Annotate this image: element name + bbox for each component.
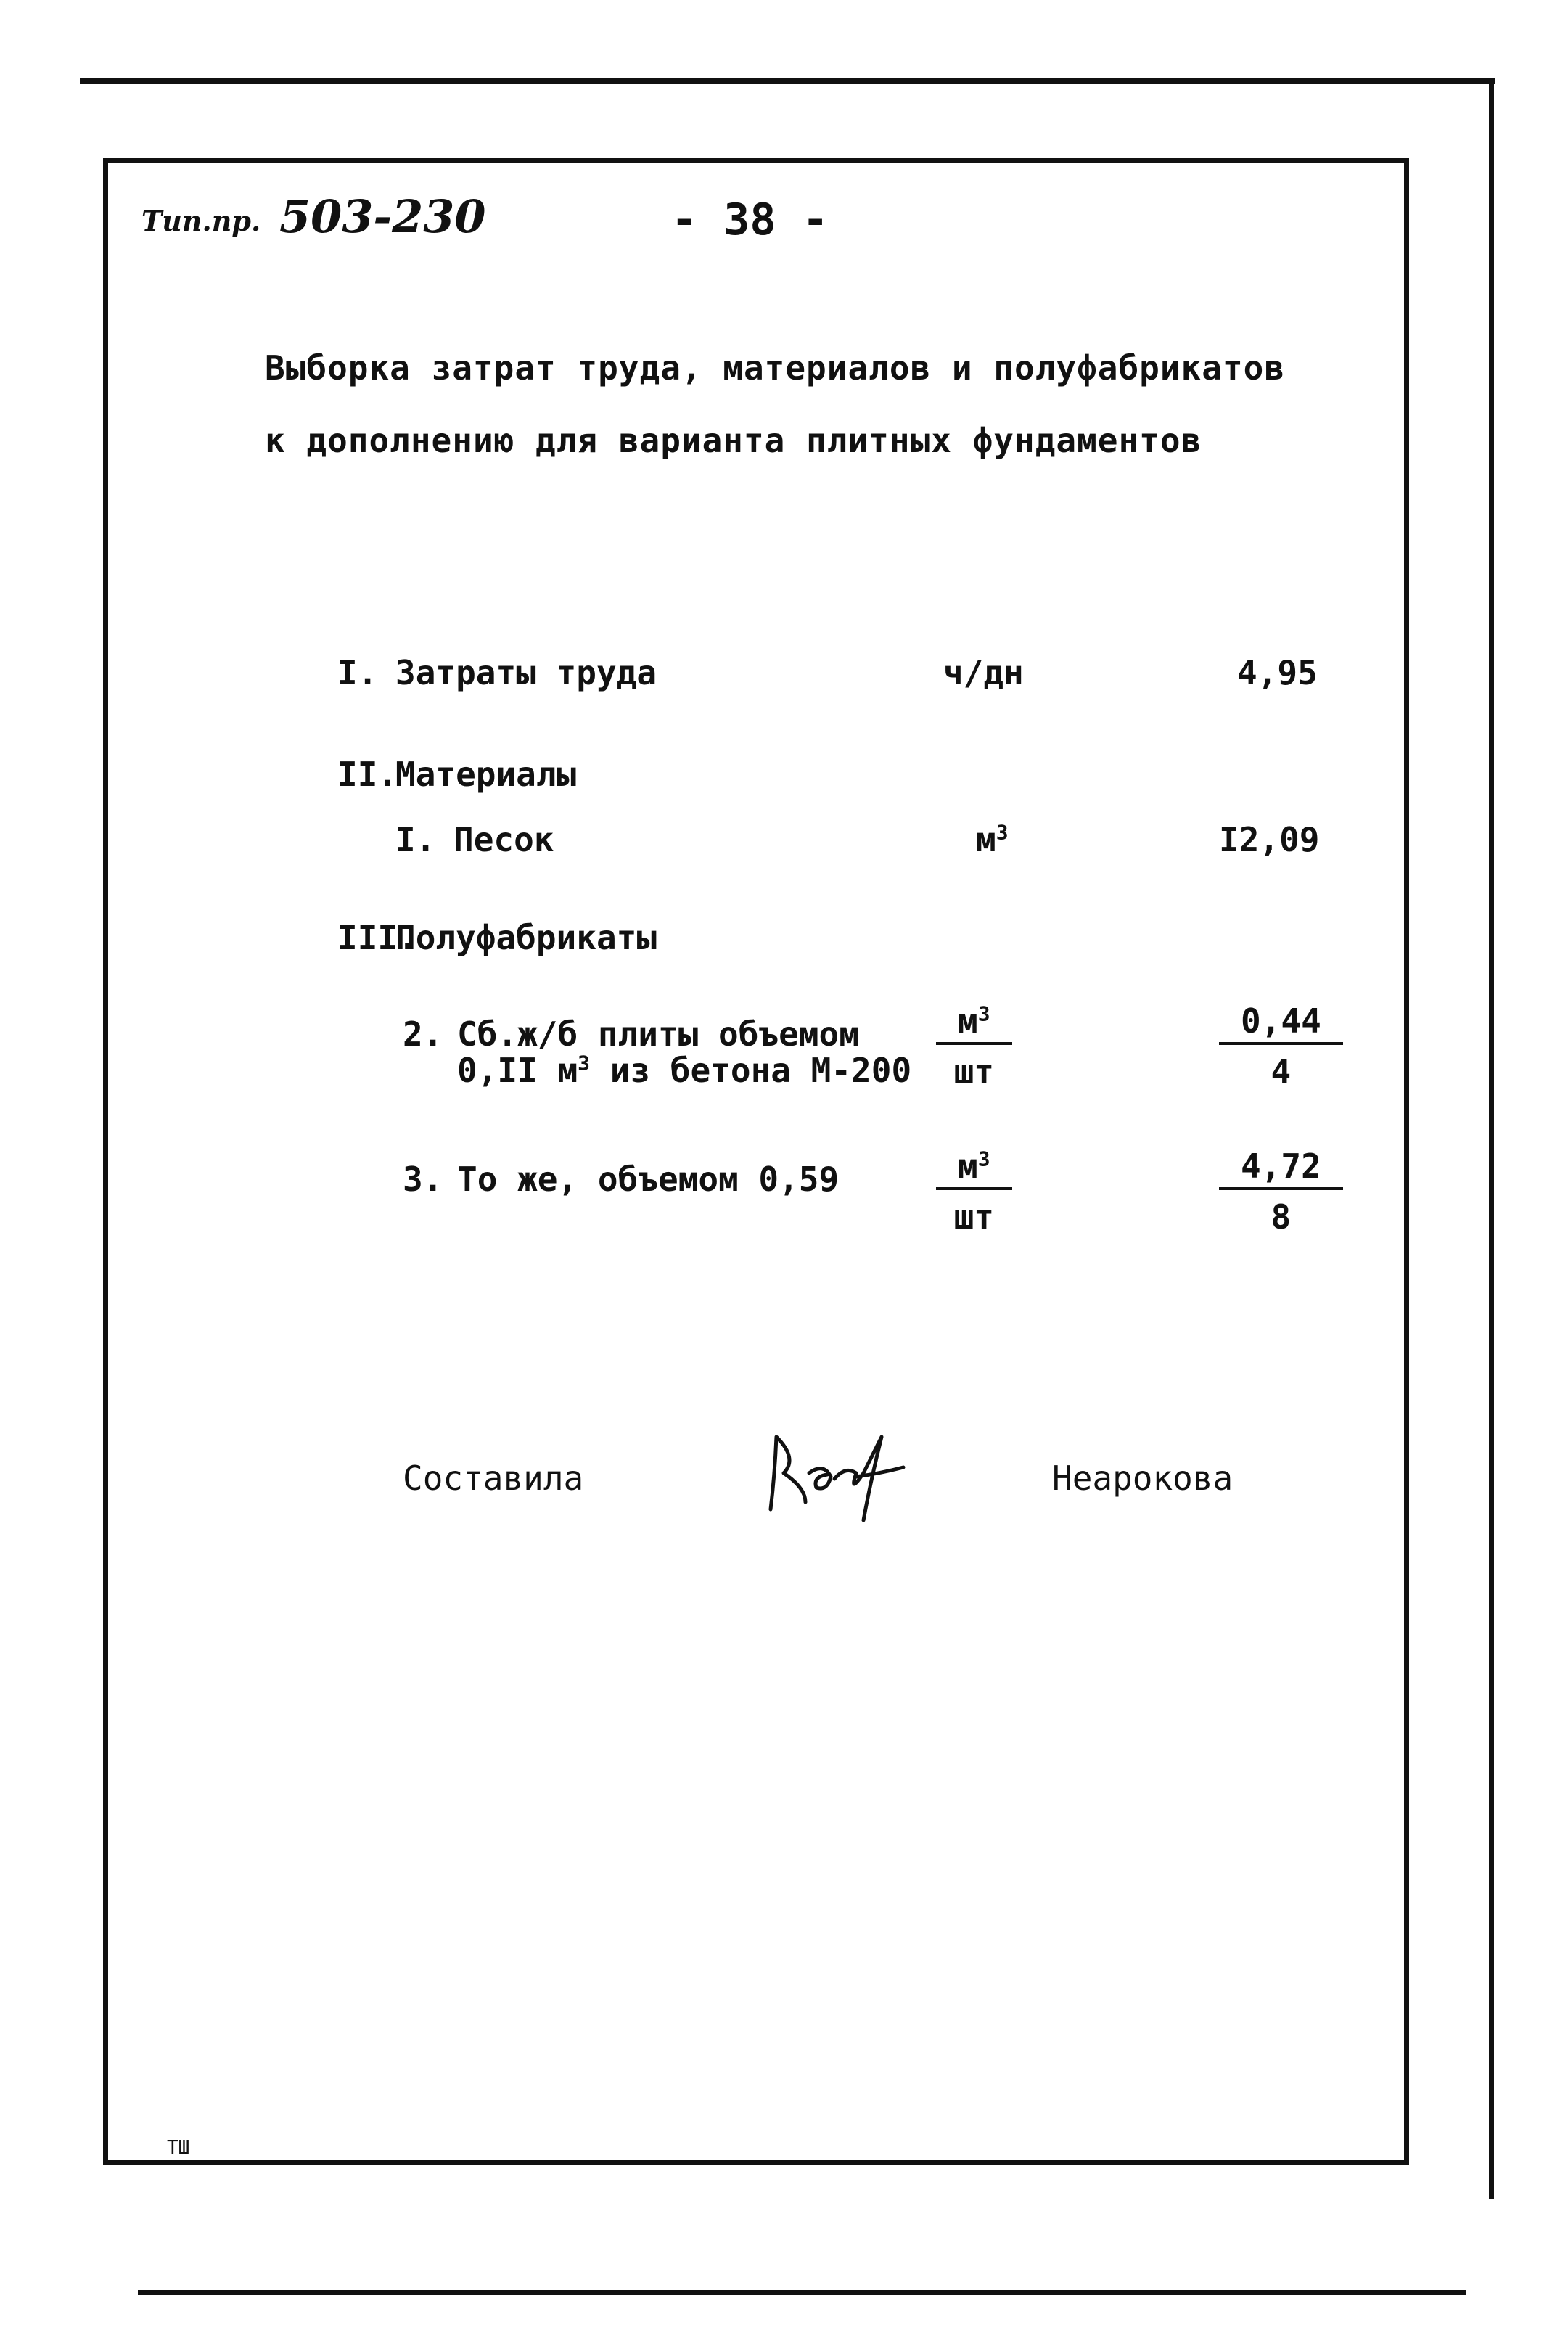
item-sand-unit: $м^3$ xyxy=(976,820,1009,859)
unit-numerator: $м^3$ xyxy=(936,1001,1012,1045)
item-slabs-011-value xyxy=(1219,1001,1343,1091)
value-denominator: 4 xyxy=(1271,1052,1292,1091)
unit-numerator: $м^3$ xyxy=(936,1147,1012,1190)
page-bottom-rule xyxy=(138,2290,1466,2295)
page-number: - 38 - xyxy=(671,194,829,245)
document-title-line-2: к дополнению для варианта плитных фундаментов xyxy=(265,421,1202,460)
item-labor-number: I. xyxy=(337,653,378,692)
section-semi-number: III. xyxy=(337,918,418,957)
section-semi-label: Полуфабрикаты xyxy=(395,918,657,957)
item-sand-number: I. xyxy=(395,820,436,859)
section-materials-label: Материалы xyxy=(395,755,577,794)
section-materials-number: II. xyxy=(337,755,398,794)
doc-code-number: 503-230 xyxy=(279,190,486,243)
item-slabs-011-unit xyxy=(936,1001,1012,1091)
item-labor-unit: ч/дн xyxy=(943,653,1024,692)
item-slabs-011-line-1: Сб.ж/б плиты объемом xyxy=(457,1014,859,1054)
unit-denominator: шт xyxy=(953,1197,994,1237)
handwritten-signature xyxy=(755,1422,929,1524)
item-labor-label: Затраты труда xyxy=(395,653,657,692)
item-slabs-059-unit xyxy=(936,1147,1012,1237)
item-sand-label: Песок xyxy=(453,820,554,859)
value-numerator: 4,72 xyxy=(1219,1147,1343,1190)
value-numerator: 0,44 xyxy=(1219,1001,1343,1045)
item-labor-value: 4,95 xyxy=(1237,653,1318,692)
document-title-line-1: Выборка затрат труда, материалов и полуфабрикатов xyxy=(265,348,1286,388)
value-denominator: 8 xyxy=(1271,1197,1292,1237)
page-top-rule xyxy=(80,78,1495,84)
compiled-by-label: Составила xyxy=(403,1459,584,1498)
item-slabs-011-number: 2. xyxy=(403,1014,443,1054)
unit-denominator: шт xyxy=(953,1052,994,1091)
item-slabs-011-line-2: 0,II $м^3$ из бетона М-200 xyxy=(457,1051,912,1090)
item-slabs-059-value xyxy=(1219,1147,1343,1237)
item-slabs-059-label: То же, объемом 0,59 xyxy=(457,1160,840,1199)
page-right-rule xyxy=(1489,80,1494,2199)
compiler-name: Неарокова xyxy=(1052,1459,1234,1498)
doc-code-prefix: Тип.пр. xyxy=(141,205,261,237)
footer-mark: ТШ xyxy=(167,2137,190,2159)
item-sand-value: I2,09 xyxy=(1219,820,1320,859)
item-slabs-059-number: 3. xyxy=(403,1160,443,1199)
